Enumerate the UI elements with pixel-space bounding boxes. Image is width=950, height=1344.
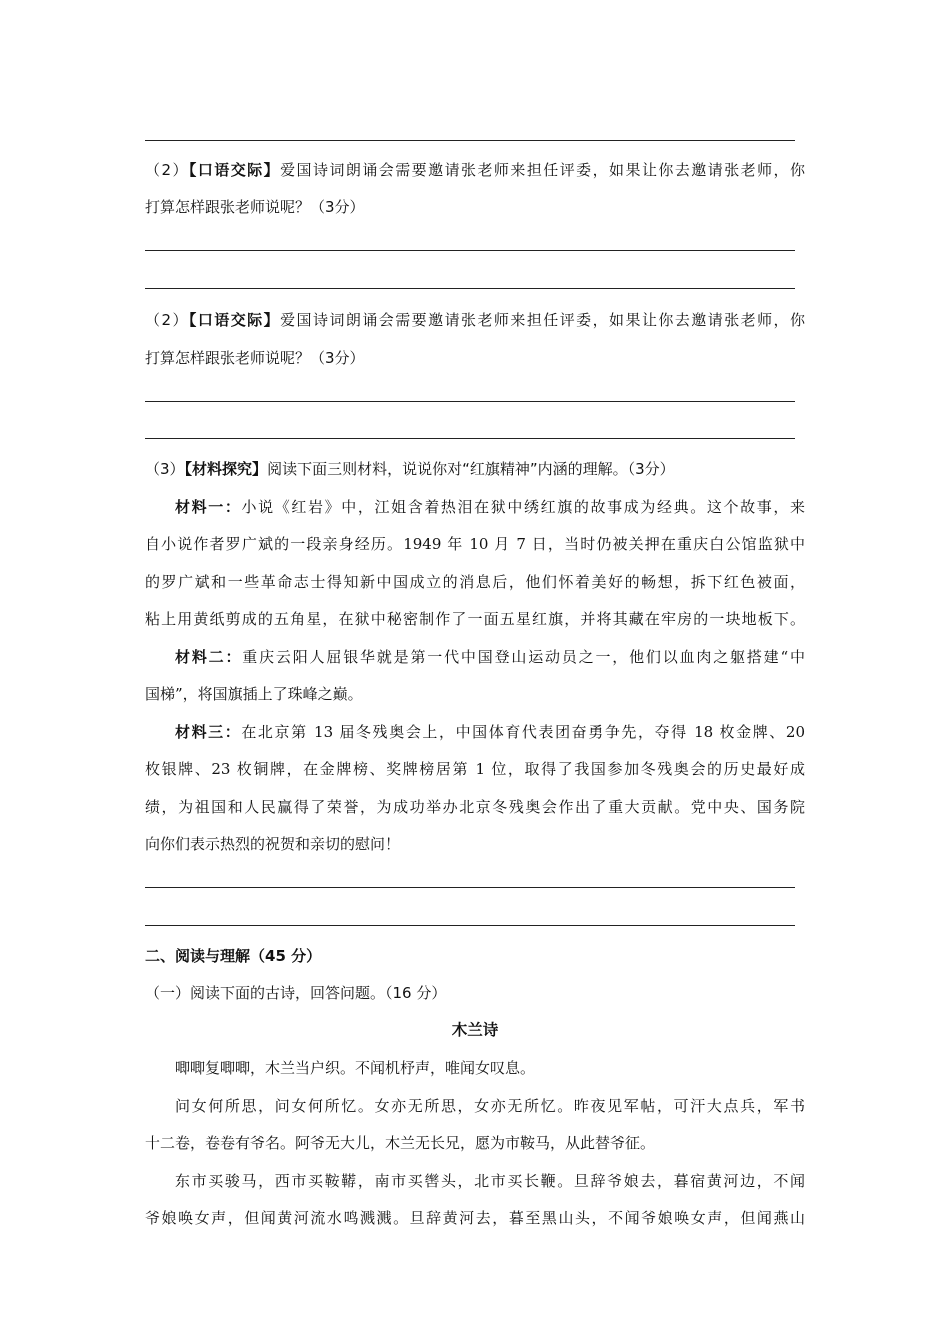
material1-text1: 小说《红岩》中，江姐含着热泪在狱中绣红旗的故事成为经典。这个故事，来 <box>241 498 805 516</box>
poem-p1: 唧唧复唧唧，木兰当户织。不闻机杼声，唯闻女叹息。 <box>175 1059 536 1077</box>
material1-line4: 粘上用黄纸剪成的五角星，在狱中秘密制作了一面五星红旗，并将其藏在牢房的一块地板下。 <box>145 610 805 628</box>
material3-line1 <box>175 722 805 742</box>
q2b-line2: 打算怎样跟张老师说呢？（3分） <box>145 349 365 367</box>
answer-line <box>145 925 795 926</box>
material1-label: 材料一： <box>175 498 242 516</box>
q2b-tag: 【口语交际】 <box>188 311 281 329</box>
poem-p2-line1: 问女何所思，问女何所忆。女亦无所思，女亦无所忆。昨夜见军帖，可汗大点兵，军书 <box>175 1097 805 1115</box>
answer-line <box>145 438 795 439</box>
material2-line2: 国梯”，将国旗插上了珠峰之巅。 <box>145 685 363 703</box>
material3-label: 材料三： <box>175 723 242 741</box>
q3-tag: 【材料探究】 <box>184 460 268 478</box>
poem-p3-line2: 爷娘唤女声，但闻黄河流水鸣溅溅。旦辞黄河去，暮至黑山头，不闻爷娘唤女声，但闻燕山 <box>145 1209 805 1227</box>
material3-line3: 绩，为祖国和人民赢得了荣誉，为成功举办北京冬残奥会作出了重大贡献。党中央、国务院 <box>145 798 805 816</box>
section2-heading: 二、阅读与理解（45 分） <box>145 947 322 965</box>
material1-line1 <box>175 497 805 517</box>
q2a-num: （2） <box>145 161 189 179</box>
material2-label: 材料二： <box>175 648 243 666</box>
q3-text: 阅读下面三则材料，说说你对“红旗精神”内涵的理解。（3分） <box>267 460 675 478</box>
material2-line1 <box>175 647 805 667</box>
poem-title: 木兰诗 <box>451 1021 499 1039</box>
material1-line3: 的罗广斌和一些革命志士得知新中国成立的消息后，他们怀着美好的畅想，拆下红色被面， <box>145 573 805 591</box>
q2b-text1: 爱国诗词朗诵会需要邀请张老师来担任评委，如果让你去邀请张老师，你 <box>280 311 805 329</box>
material3-line4: 向你们表示热烈的祝贺和亲切的慰问！ <box>145 835 401 853</box>
poem-p3-line1: 东市买骏马，西市买鞍鞯，南市买辔头，北市买长鞭。旦辞爷娘去，暮宿黄河边，不闻 <box>175 1172 805 1190</box>
q2b-line1 <box>145 310 805 330</box>
q2a-line2: 打算怎样跟张老师说呢？（3分） <box>145 198 365 216</box>
material1-line2: 自小说作者罗广斌的一段亲身经历。1949 年 10 月 7 日，当时仍被关押在重庆白公馆监狱中 <box>145 535 805 553</box>
q3-num: （3） <box>145 460 185 478</box>
q2a-line1 <box>145 160 805 180</box>
q2b-num: （2） <box>145 311 189 329</box>
poem-p2-line2: 十二卷，卷卷有爷名。阿爷无大儿，木兰无长兄，愿为市鞍马，从此替爷征。 <box>145 1134 656 1152</box>
q2a-tag: 【口语交际】 <box>188 161 281 179</box>
answer-line <box>145 401 795 402</box>
q3-prompt <box>145 459 805 479</box>
answer-line <box>145 887 795 888</box>
answer-line <box>145 140 795 141</box>
q2a-text1: 爱国诗词朗诵会需要邀请张老师来担任评委，如果让你去邀请张老师，你 <box>280 161 805 179</box>
section2-sub1: （一）阅读下面的古诗，回答问题。（16 分） <box>145 984 447 1002</box>
answer-line <box>145 288 795 289</box>
answer-line <box>145 250 795 251</box>
material2-text1: 重庆云阳人屈银华就是第一代中国登山运动员之一，他们以血肉之躯搭建“中 <box>242 648 805 666</box>
material3-text1: 在北京第 13 届冬残奥会上，中国体育代表团奋勇争先，夺得 18 枚金牌、20 <box>241 723 805 741</box>
material3-line2: 枚银牌、23 枚铜牌，在金牌榜、奖牌榜居第 1 位，取得了我国参加冬残奥会的历史最好成 <box>145 760 805 778</box>
